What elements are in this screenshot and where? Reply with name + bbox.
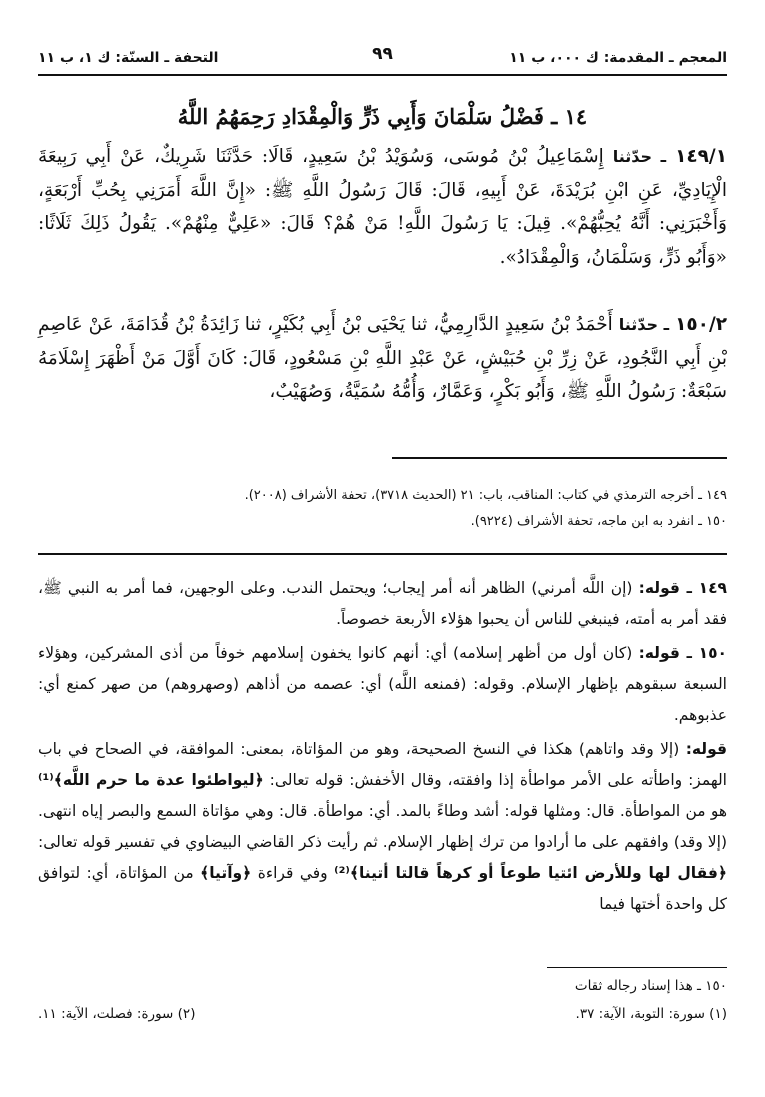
commentary-text: وفي قراءة [257, 864, 328, 882]
commentary-paragraph-150 [38, 638, 727, 731]
header-divider [38, 74, 727, 76]
hadith-149 [38, 140, 727, 274]
running-header [38, 44, 727, 72]
quran-quote: ﴿ليواطئوا عدة ما حرم اللَّه﴾⁽¹⁾ [38, 771, 264, 789]
commentary-divider [38, 553, 727, 555]
takhrij-149: ١٤٩ ـ أخرجه الترمذي في كتاب: المناقب، باب: ٢١ (الحديث ٣٧١٨)، تحفة الأشراف (٢٠٠٨). [244, 488, 727, 503]
quran-quote: ﴿وآتيا﴾ [200, 864, 252, 882]
footnote-1: (١) سورة: التوبة، الآية: ٣٧. [575, 1006, 727, 1022]
footnote-divider [547, 967, 727, 968]
commentary-paragraph-wataahum [38, 734, 727, 920]
footnotes [38, 972, 727, 1028]
hadith-text: أَحْمَدُ بْنُ سَعِيدٍ الدَّارِمِيُّ، ثنا يَحْيَى بْنُ أَبِي بُكَيْرٍ، ثنا زَائِدَةُ بْنُ قُدَامَةَ، عَنْ عَاصِمِ بْنِ أَبِي النَّجُودِ، عَنْ زِرِّ بْنِ حُبَيْشٍ، عَنْ عَبْدِ اللَّهِ بْنِ مَسْعُودٍ، قَالَ: كَانَ أَوَّلَ مَنْ أَظْهَرَ إِسْلَامَهُ سَبْعَةٌ: رَسُولُ اللَّهِ ﷺ، وَأَبُو بَكْرٍ، وَعَمَّارٌ، وَأُمُّهُ سُمَيَّةُ، وَصُهَيْبٌ، [38, 314, 727, 402]
commentary-key: قوله: [685, 740, 727, 758]
commentary [38, 573, 727, 923]
commentary-key: ١٤٩ ـ قوله: [638, 579, 727, 597]
footnote-isnad: ١٥٠ ـ هذا إسناد رجاله ثقات [574, 978, 727, 994]
hadith-lead: ـ حدّثنا [618, 315, 670, 334]
footnote-row [38, 1000, 727, 1028]
chapter-title: ١٤ ـ فَضْلُ سَلْمَانَ وَأَبِي ذَرٍّ وَالْمِقْدَادِ رَحِمَهُمُ اللَّهُ [177, 104, 588, 129]
page-number: ٩٩ [372, 44, 393, 64]
commentary-text: (إن اللَّه أمرني) الظاهر أنه أمر إيجاب؛ ويحتمل الندب. وعلى الوجهين، فما أمر به النبي ﷺ، فقد أمر به أمته، فينبغي للناس أن يحبوا هؤلاء الأربعة خصوصاً. [38, 579, 727, 628]
hadith-text: إِسْمَاعِيلُ بْنُ مُوسَى، وَسُوَيْدُ بْنُ سَعِيدٍ، قَالَا: حَدَّثَنَا شَرِيكٌ، عَنْ أَبِي رَبِيعَةَ الْإِيَادِيِّ، عَنِ ابْنِ بُرَيْدَةَ، عَنْ أَبِيهِ، قَالَ: قَالَ رَسُولُ اللَّهِ ﷺ: «إِنَّ اللَّهَ أَمَرَنِي بِحُبِّ أَرْبَعَةٍ، وَأَخْبَرَنِي: أَنَّهُ يُحِبُّهُمْ». قِيلَ: يَا رَسُولَ اللَّهِ! مَنْ هُمْ؟ قَالَ: «عَلِيٌّ مِنْهُمْ». يَقُولُ ذَلِكَ ثَلَاثًا: «وَأَبُو ذَرٍّ، وَسَلْمَانُ، وَالْمِقْدَادُ». [38, 146, 727, 268]
footnote-2: (٢) سورة: فصلت، الآية: ١١. [38, 1006, 196, 1022]
commentary-text: من المؤاتاة، أي: لتوافق كل واحدة أختها فيما [38, 864, 727, 913]
hadith-150 [38, 308, 727, 409]
header-left-reference: التحفة ـ السنّة: ك ١، ب ١١ [38, 50, 219, 66]
commentary-paragraph-149 [38, 573, 727, 635]
commentary-key: ١٥٠ ـ قوله: [638, 644, 727, 662]
hadith-lead: ـ حدّثنا [612, 147, 667, 166]
takhrij-150: ١٥٠ ـ انفرد به ابن ماجه، تحفة الأشراف (٩٢٢٤). [470, 514, 727, 529]
commentary-text: (إلا وقد واتاهم) هكذا في النسخ الصحيحة، وهو من المؤاتاة، بمعنى: الموافقة، في الصحاح في باب الهمز: واطأته على الأمر مواطأة إذا وافقته، وقال الأخفش: قوله تعالى: [38, 740, 727, 789]
commentary-text: هو من المواطأة. قال: ومثلها قوله: أشد وطاءً بالمد. أي: مواطأة. قال: وهي مؤاتاة السمع والبصر إياه انتهى. (إلا وقد) وافقهم على ما أرادوا من ترك إظهار الإسلام. ثم رأيت ذكر القاضي البيضاوي في تفسير قوله تعالى: [38, 802, 727, 851]
hadith-number: ١٥٠/٢ [675, 314, 728, 335]
commentary-text: (كان أول من أظهر إسلامه) أي: أنهم كانوا يخفون إسلامهم خوفاً من أذى المشركين، وهؤلاء السبعة سبقوهم بإظهار الإسلام. وقوله: (فمنعه اللَّه) أي: عصمه من أذاهم (وصهروهم) من صهر كمنع أي: عذبوهم. [38, 644, 727, 724]
quran-quote: ﴿فقال لها وللأرض ائتيا طوعاً أو كرهاً قالتا أتينا﴾⁽²⁾ [334, 864, 727, 882]
header-right-reference: المعجم ـ المقدمة: ك ٠٠٠، ب ١١ [509, 50, 727, 66]
hadith-number: ١٤٩/١ [675, 146, 727, 167]
takhrij-notes [38, 483, 727, 535]
takhrij-divider [392, 457, 727, 459]
